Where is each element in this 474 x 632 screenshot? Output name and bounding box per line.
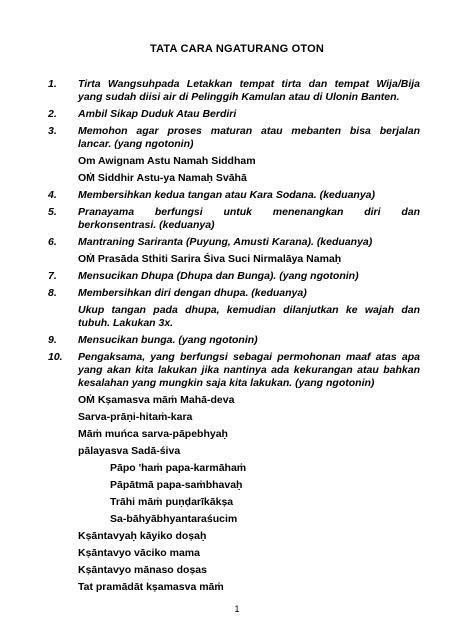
step-number: 4.	[48, 189, 57, 201]
step-number: 5.	[48, 206, 57, 218]
step-text: Memohon agar proses maturan atau mebanten bisa berjalan	[78, 125, 420, 137]
step-number: 8.	[48, 287, 57, 299]
step-text: Ambil Sikap Duduk Atau Berdiri	[78, 108, 237, 120]
page-number: 1	[234, 604, 240, 614]
step-text: kesalahan yang mungkin saja kita lakukan. (yang ngotonin)	[78, 377, 375, 389]
step-text: Mensucikan bunga. (yang ngotonin)	[78, 334, 258, 346]
step-text: Mantraning Sariranta (Puyung, Amusti Karana). (keduanya)	[78, 236, 373, 248]
mantra-line-indented: Sa-bāhyābhyantaraśucim	[110, 513, 238, 525]
mantra-line: Kṣāntavyaḥ kāyiko doṣaḥ	[78, 530, 207, 542]
mantra-line: Om Awignam Astu Namah Siddham	[78, 155, 256, 167]
step-text: lancar. (yang ngotonin)	[78, 138, 194, 150]
step-text: yang sudah diisi air di Pelinggih Kamulan atau di Ulonin Banten.	[78, 91, 400, 103]
mantra-line: Kṣāntavyo mānaso doṣas	[78, 564, 207, 576]
step-number: 6.	[48, 236, 57, 248]
step-text: Pranayama berfungsi untuk menenangkan diri dan	[78, 206, 420, 218]
step-number: 3.	[48, 125, 57, 137]
step-text: Mensucikan Dhupa (Dhupa dan Bunga). (yang ngotonin)	[78, 270, 359, 282]
step-number: 9.	[48, 334, 57, 346]
step-text: Pengaksama, yang berfungsi sebagai permohonan maaf atas apa	[78, 351, 420, 363]
step-note: Ukup tangan pada dhupa, kemudian dilanjutkan ke wajah dan	[78, 304, 420, 316]
step-text: Membersihkan diri dengan dhupa. (keduanya)	[78, 287, 307, 299]
mantra-line: OṀ Siddhir Astu-ya Namaḥ Svāhā	[78, 172, 247, 184]
mantra-line: Māṁ muńca sarva-pāpebhyaḥ	[78, 428, 228, 440]
step-note: tubuh. Lakukan 3x.	[78, 317, 174, 329]
step-number: 7.	[48, 270, 57, 282]
mantra-line: Kṣāntavyo vāciko mama	[78, 547, 200, 559]
step-number: 1.	[48, 78, 57, 90]
mantra-line: OṀ Prasāda Sthiti Sarira Śiva Suci Nirmalāya Namaḥ	[78, 253, 342, 265]
step-number: 2.	[48, 108, 57, 120]
mantra-line: Tat pramādāt kṣamasva māṁ	[78, 581, 224, 593]
step-text: Tirta Wangsuhpada Letakkan tempat tirta dan tempat Wija/Bija	[78, 78, 420, 90]
mantra-line-indented: Pāpo 'haṁ papa-karmāhaṁ	[110, 462, 247, 474]
mantra-line-indented: Pāpātmā papa-saṁbhavaḥ	[110, 479, 243, 491]
mantra-line: pālayasva Sadā-śiva	[78, 445, 181, 457]
step-number: 10.	[48, 351, 63, 363]
mantra-line-indented: Trāhi māṁ puṇḍarīkākṣa	[110, 496, 234, 508]
mantra-line: OṀ Kṣamasva māṁ Mahā-deva	[78, 394, 235, 406]
mantra-line: Sarva-prāṇi-hitaṁ-kara	[78, 411, 193, 423]
page-title: TATA CARA NGATURANG OTON	[149, 43, 325, 55]
step-text: yang akan kita lakukan jika nantinya ada kekurangan atau bahkan	[78, 364, 420, 376]
step-text: berkonsentrasi. (keduanya)	[78, 219, 215, 231]
step-text: Membersihkan kedua tangan atau Kara Sodana. (keduanya)	[78, 189, 376, 201]
